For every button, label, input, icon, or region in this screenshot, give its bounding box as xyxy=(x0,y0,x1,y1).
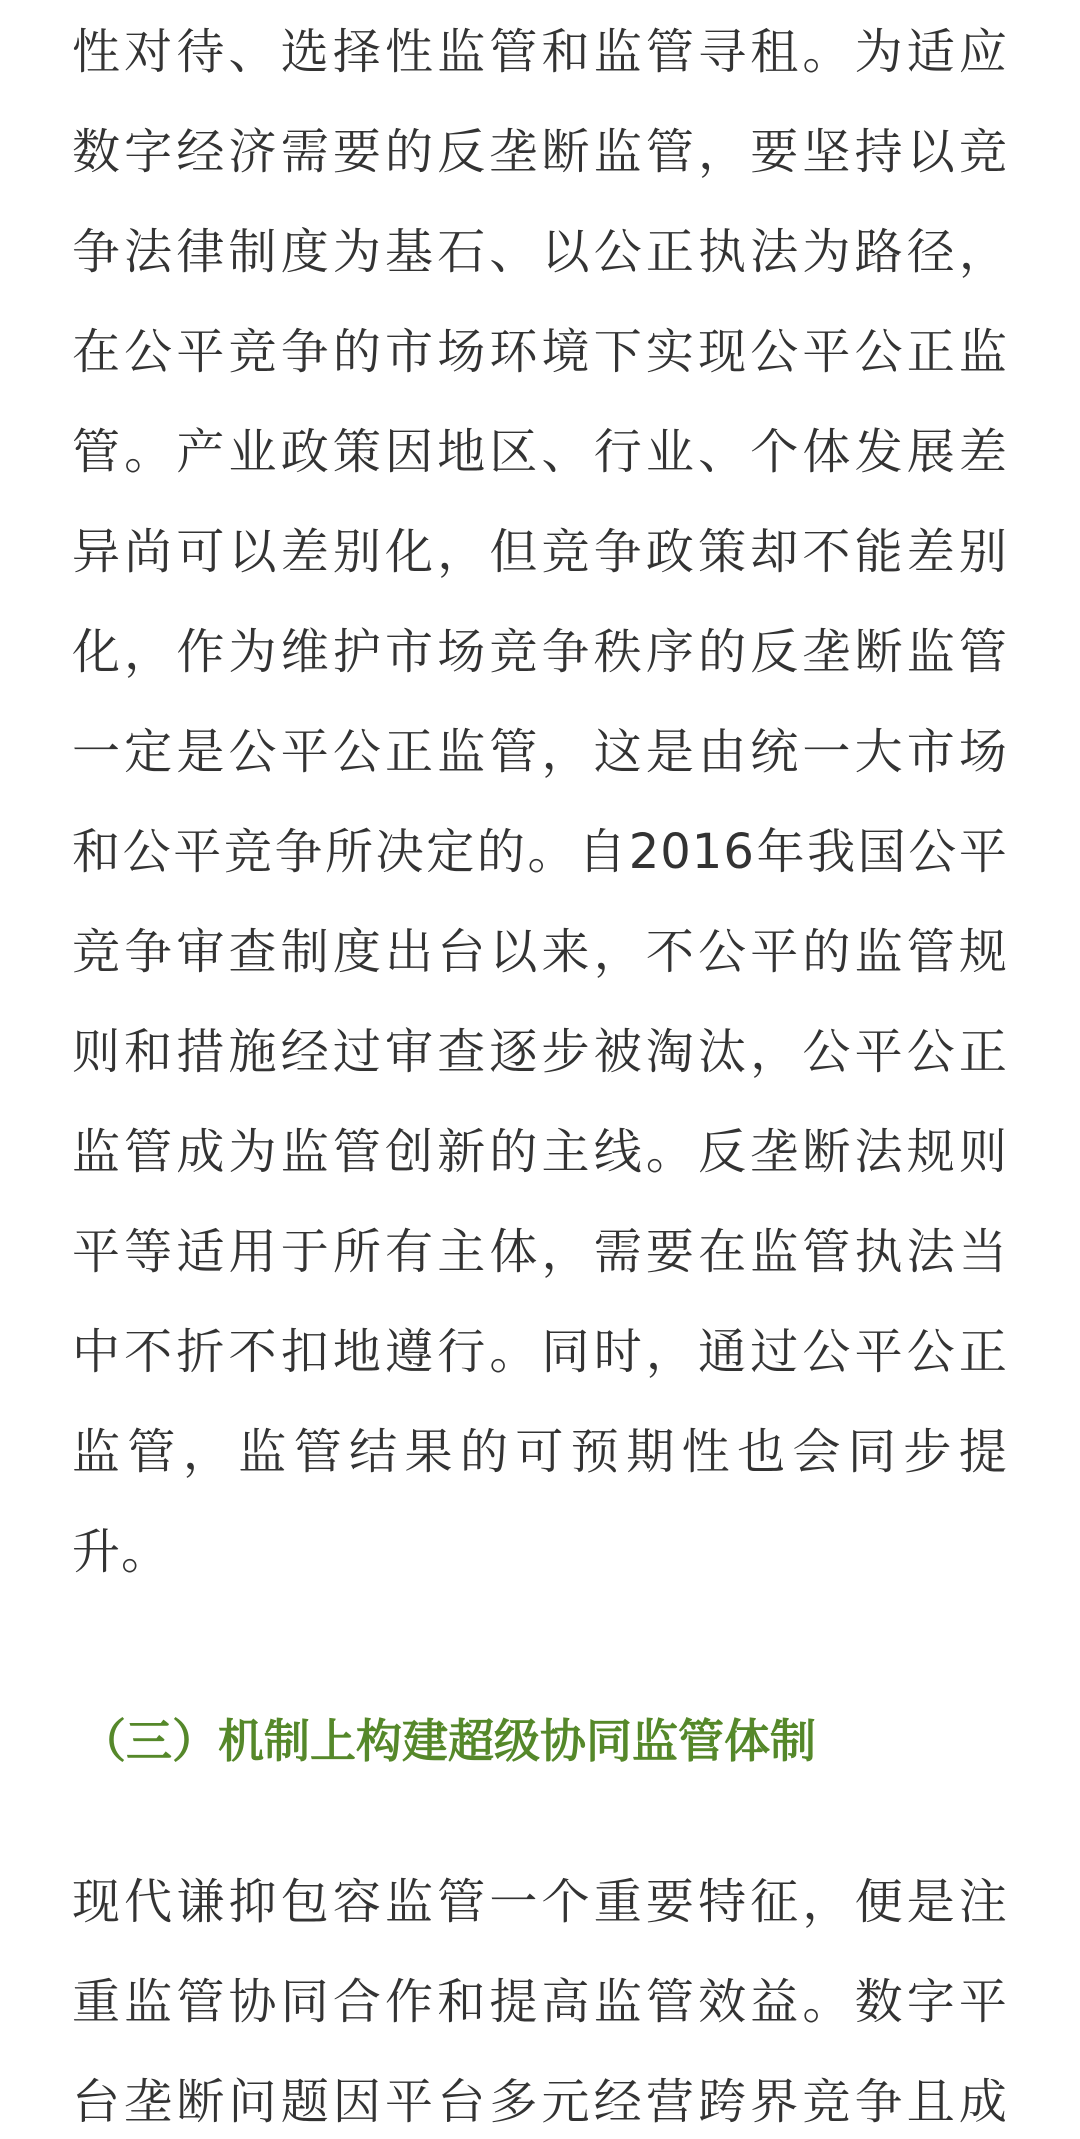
paragraph-line: 数 字 经 济 需 要 的 反 垄 断 监 管 ， 要 坚 持 以 竞 xyxy=(72,124,1008,180)
paragraph-line: 竞 争 审 查 制 度 出 台 以 来 ， 不 公 平 的 监 管 规 xyxy=(72,924,1008,980)
paragraph-line: 台 垄 断 问 题 因 平 台 多 元 经 营 跨 界 竞 争 且 成 xyxy=(72,2074,1008,2130)
paragraph-line: 和 公 平 竞 争 所 决 定 的 。 自 2016 年 我 国 公 平 xyxy=(72,824,1008,880)
paragraph-line: 争 法 律 制 度 为 基 石 、 以 公 正 执 法 为 路 径 ， xyxy=(72,224,1008,280)
paragraph-line: 在 公 平 竞 争 的 市 场 环 境 下 实 现 公 平 公 正 监 xyxy=(72,324,1008,380)
paragraph-line-last: 升。 xyxy=(72,1524,171,1580)
paragraph-line: 监 管 成 为 监 管 创 新 的 主 线 。 反 垄 断 法 规 则 xyxy=(72,1124,1008,1180)
paragraph-line: 监 管 ， 监 管 结 果 的 可 预 期 性 也 会 同 步 提 xyxy=(72,1424,1008,1480)
paragraph-line: 异 尚 可 以 差 别 化 ， 但 竞 争 政 策 却 不 能 差 别 xyxy=(72,524,1008,580)
section-heading: （三）机制上构建超级协同监管体制 xyxy=(80,1714,816,1768)
paragraph-line: 重 监 管 协 同 合 作 和 提 高 监 管 效 益 。 数 字 平 xyxy=(72,1974,1008,2030)
paragraph-line: 平 等 适 用 于 所 有 主 体 ， 需 要 在 监 管 执 法 当 xyxy=(72,1224,1008,1280)
paragraph-line: 性 对 待 、 选 择 性 监 管 和 监 管 寻 租 。 为 适 应 xyxy=(72,24,1008,80)
paragraph-line: 化 ， 作 为 维 护 市 场 竞 争 秩 序 的 反 垄 断 监 管 xyxy=(72,624,1008,680)
paragraph-line: 现 代 谦 抑 包 容 监 管 一 个 重 要 特 征 ， 便 是 注 xyxy=(72,1874,1008,1930)
paragraph-line: 管 。 产 业 政 策 因 地 区 、 行 业 、 个 体 发 展 差 xyxy=(72,424,1008,480)
paragraph-line: 则 和 措 施 经 过 审 查 逐 步 被 淘 汰 ， 公 平 公 正 xyxy=(72,1024,1008,1080)
paragraph-line: 一 定 是 公 平 公 正 监 管 ， 这 是 由 统 一 大 市 场 xyxy=(72,724,1008,780)
paragraph-line: 中 不 折 不 扣 地 遵 行 。 同 时 ， 通 过 公 平 公 正 xyxy=(72,1324,1008,1380)
